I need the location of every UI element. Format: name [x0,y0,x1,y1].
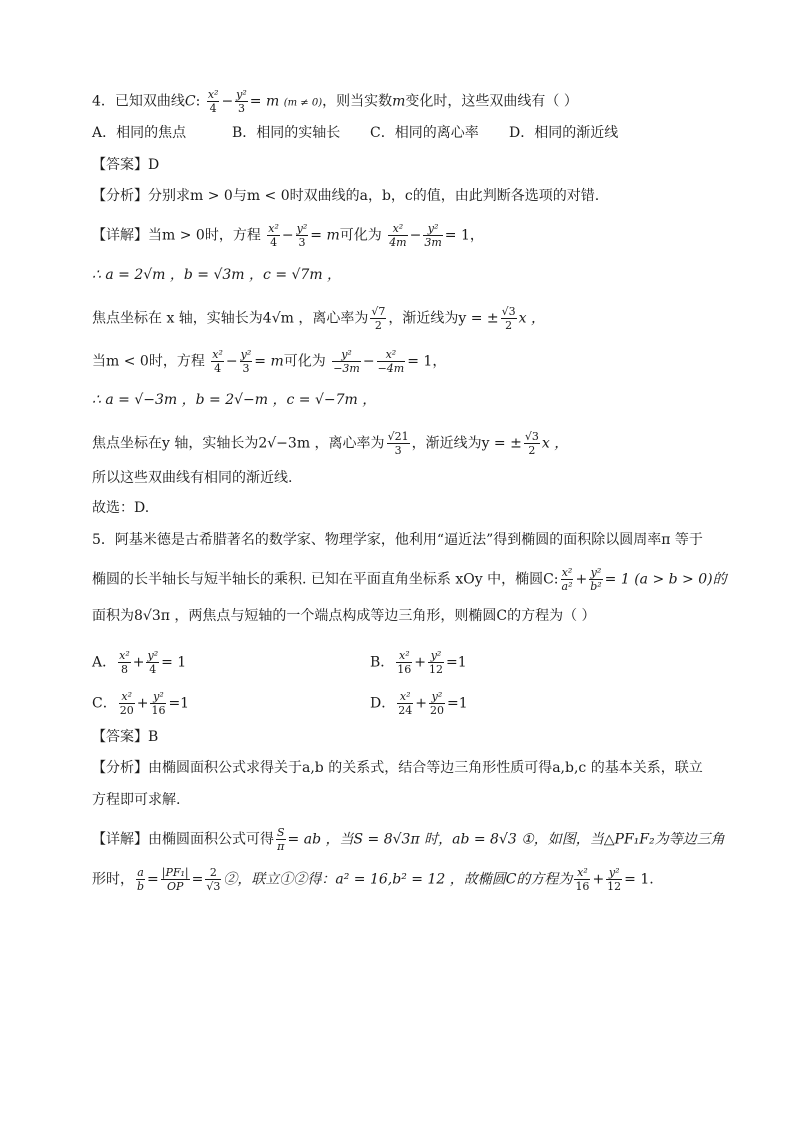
fraction-y2-3: $\frac{\text{y²}}{3}$ [236,88,247,115]
answer-tag: 【答案】 [92,729,148,745]
q4-stem-end: 变化时，这些双曲线有（ ） [405,93,578,110]
q5-option-c: C． $\frac{\text{x²}}{20}$ + $\frac{\text{y²}}{16}$ =1 [92,690,190,717]
q4-detail-line-2: 当m < 0时，方程 $\frac{\text{x²}}{4}$ − $\frac{\text{y²}}{3}$ = m可化为 $\frac{\text{y²}}{-3m}$ − $\frac{\text{x²}}{-4m}$ = 1， [92,348,447,375]
option-label: D． [370,695,396,712]
q4-option-c: C．相同的离心率 [370,125,479,141]
q4-option-b: B．相同的实轴长 [232,125,341,141]
q5-detail-1a: 由椭圆面积公式可得 [148,831,274,848]
q4-detail-1a: 当m > 0时，方程 [148,227,261,244]
q4-number: 4． [92,93,115,110]
fraction: $\frac{\text{x²}}{16}$ [397,649,412,676]
fraction: $\frac{\text{|PF₁|}}{OP}$ [161,866,189,893]
q4-stem-post: ，则当实数 [322,93,393,110]
fraction: $\frac{\text{y²}}{3m}$ [424,222,442,249]
fraction: $\frac{√3}{2}$ [501,305,516,332]
q5-detail-line-2: 形时， $\frac{a}{b}$ = $\frac{\text{|PF₁|}}{OP}$ = $\frac{2}{√3}$ ②，联立①②得：a² = 16,b² = 12 ，故椭圆C的方程为 $\frac{\text{x²}}{16}$ + $\frac{\text{y²}}{12}$ = 1. [92,866,654,893]
option-tail: =1 [446,654,467,671]
option-tail: =1 [168,695,190,712]
fraction: $\frac{\text{y²}}{20}$ [429,690,444,717]
q5-line2-b: = 1 (a > b > 0)的 [604,571,727,588]
q4-detail-2c: = 1， [407,353,447,370]
fraction: $\frac{S}{\pi}$ [277,826,285,853]
q4-focus-line-2 [92,430,568,457]
fraction: $\frac{√7}{2}$ [371,305,386,332]
q5-option-b: B． $\frac{\text{x²}}{16}$ + $\frac{\text{y²}}{12}$ =1 [370,649,467,676]
q5-stem-line-2: 椭圆的长半轴长与短半轴长的乘积. 已知在平面直角坐标系 xOy 中，椭圆C: $\frac{\text{x²}}{\text{a²}}$ + $\frac{\text{y²}}{\text{b²}}$ = 1 (a > b > 0)的 [92,566,727,593]
q4-focus2-a: 焦点坐标在y 轴，实轴长为2√−3m ，离心率为 [92,435,385,452]
q4-condition: (m ≠ 0) [283,97,323,109]
fraction: $\frac{a}{b}$ [137,866,145,893]
fraction: $\frac{\text{y²}}{12}$ [607,866,622,893]
option-label: A． [92,654,117,671]
fraction: $\frac{\text{y²}}{3}$ [240,348,252,375]
q4-stem-var: m [392,93,406,110]
q5-option-a: A． $\frac{\text{x²}}{8}$ + $\frac{\text{y²}}{4}$ = 1 [92,649,187,676]
q4-detail-line-1: 【详解】当m > 0时，方程 $\frac{\text{x²}}{4}$ − $\frac{\text{y²}}{3}$ = m可化为 $\frac{\text{x²}}{4m}$ − $\frac{\text{y²}}{3m}$ = 1， [92,222,484,249]
q4-focus1-c: x ， [518,310,546,327]
q5-detail-2c: = 1. [624,871,654,888]
fraction: $\frac{\text{x²}}{24}$ [398,690,413,717]
fraction: $\frac{\text{x²}}{16}$ [575,866,590,893]
q4-detail-1c: = 1， [444,227,484,244]
fraction: $\frac{\text{x²}}{4m}$ [389,222,407,249]
fraction: $\frac{\text{y²}}{3}$ [296,222,308,249]
q5-stem-line-1: 5．阿基米德是古希腊著名的数学家、物理学家，他利用“逼近法”得到椭圆的面积除以圆周率π 等于 [92,532,703,548]
q4-answer: D [148,157,160,173]
fraction: $\frac{2}{√3}$ [206,866,221,893]
q4-abc-1: ∴ a = 2√m ，b = √3m ，c = √7m ， [92,267,342,283]
q5-analysis-line-1 [92,758,703,778]
q5-analysis-1: 由椭圆面积公式求得关于a,b 的关系式，结合等边三角形性质可得a,b,c 的基本关系，联立 [148,760,703,776]
fraction: $\frac{\text{x²}}{4}$ [212,348,223,375]
q4-choose: 故选：D. [92,500,150,516]
fraction: $\frac{\text{x²}}{-4m}$ [377,348,405,375]
q5-detail-2a: 形时， [92,871,134,888]
q4-analysis-line [92,186,599,206]
fraction: $\frac{\text{y²}}{-3m}$ [333,348,360,375]
q5-line2-a: 椭圆的长半轴长与短半轴长的乘积. 已知在平面直角坐标系 xOy 中，椭圆C: [92,571,559,588]
q4-focus2-c: x ， [541,435,569,452]
fraction: $\frac{\text{y²}}{4}$ [147,649,159,676]
q5-analysis-line-2: 方程即可求解. [92,792,181,808]
q5-stem-line-3: 面积为8√3π ，两焦点与短轴的一个端点构成等边三角形，则椭圆C的方程为（ ） [92,608,596,624]
q4-answer-line [92,155,159,175]
q4-option-a: A．相同的焦点 [92,125,187,141]
q5-answer: B [148,729,159,745]
q5-detail-1b: = ab ，当S = 8√3π 时，ab = 8√3 ①，如图，当△PF₁F₂为等边三角 [287,831,725,848]
q5-answer-line [92,727,158,747]
fraction: $\frac{√21}{3}$ [387,430,409,457]
answer-tag: 【答案】 [92,157,148,173]
analysis-tag: 【分析】 [92,760,148,776]
q4-analysis: 分别求m > 0与m < 0时双曲线的a，b，c的值，由此判断各选项的对错. [148,188,600,204]
q4-stem: 4．已知双曲线C: $\frac{\text{x²}}{4}$ − $\frac{\text{y²}}{3}$ = m (m ≠ 0)，则当实数m变化时，这些双曲线有（ ） [92,88,578,115]
fraction: $\frac{√3}{2}$ [524,430,539,457]
q4-focus-line-1 [92,305,545,332]
fraction: $\frac{\text{y²}}{\text{b²}}$ [590,566,602,593]
q4-focus2-b: ，渐近线为y = ± [411,435,522,452]
detail-tag: 【详解】 [92,227,148,244]
fraction-x2-4: $\frac{\text{x²}}{4}$ [207,88,219,115]
q5-option-d: D． $\frac{\text{x²}}{24}$ + $\frac{\text{y²}}{20}$ =1 [370,690,468,717]
detail-tag: 【详解】 [92,831,148,848]
fraction: $\frac{\text{x²}}{20}$ [119,690,134,717]
q4-detail-2b: 可化为 [283,353,326,370]
fraction: $\frac{\text{x²}}{\text{a²}}$ [561,566,573,593]
option-label: B． [370,654,395,671]
option-label: C． [92,695,117,712]
q5-detail-2b: ②，联立①②得：a² = 16,b² = 12 ，故椭圆C的方程为 [223,871,573,888]
fraction: $\frac{\text{x²}}{8}$ [119,649,130,676]
q4-focus1-a: 焦点坐标在 x 轴，实轴长为4√m ，离心率为 [92,310,369,327]
fraction: $\frac{\text{x²}}{4}$ [268,222,279,249]
q4-conclusion: 所以这些双曲线有相同的渐近线. [92,470,293,486]
q4-option-d: D．相同的渐近线 [509,125,619,141]
fraction: $\frac{\text{y²}}{16}$ [151,690,166,717]
q4-abc-2: ∴ a = √−3m ，b = 2√−m ，c = √−7m ， [92,392,377,408]
q4-focus1-b: ，渐近线为y = ± [388,310,499,327]
q4-detail-2a: 当m < 0时，方程 [92,353,205,370]
q5-detail-line-1 [92,826,725,853]
fraction: $\frac{\text{y²}}{12}$ [429,649,444,676]
q4-detail-1b: 可化为 [339,227,382,244]
option-tail: =1 [446,695,468,712]
q4-stem-pre: 已知双曲线 [114,93,185,110]
option-tail: = 1 [161,654,187,671]
analysis-tag: 【分析】 [92,188,148,204]
